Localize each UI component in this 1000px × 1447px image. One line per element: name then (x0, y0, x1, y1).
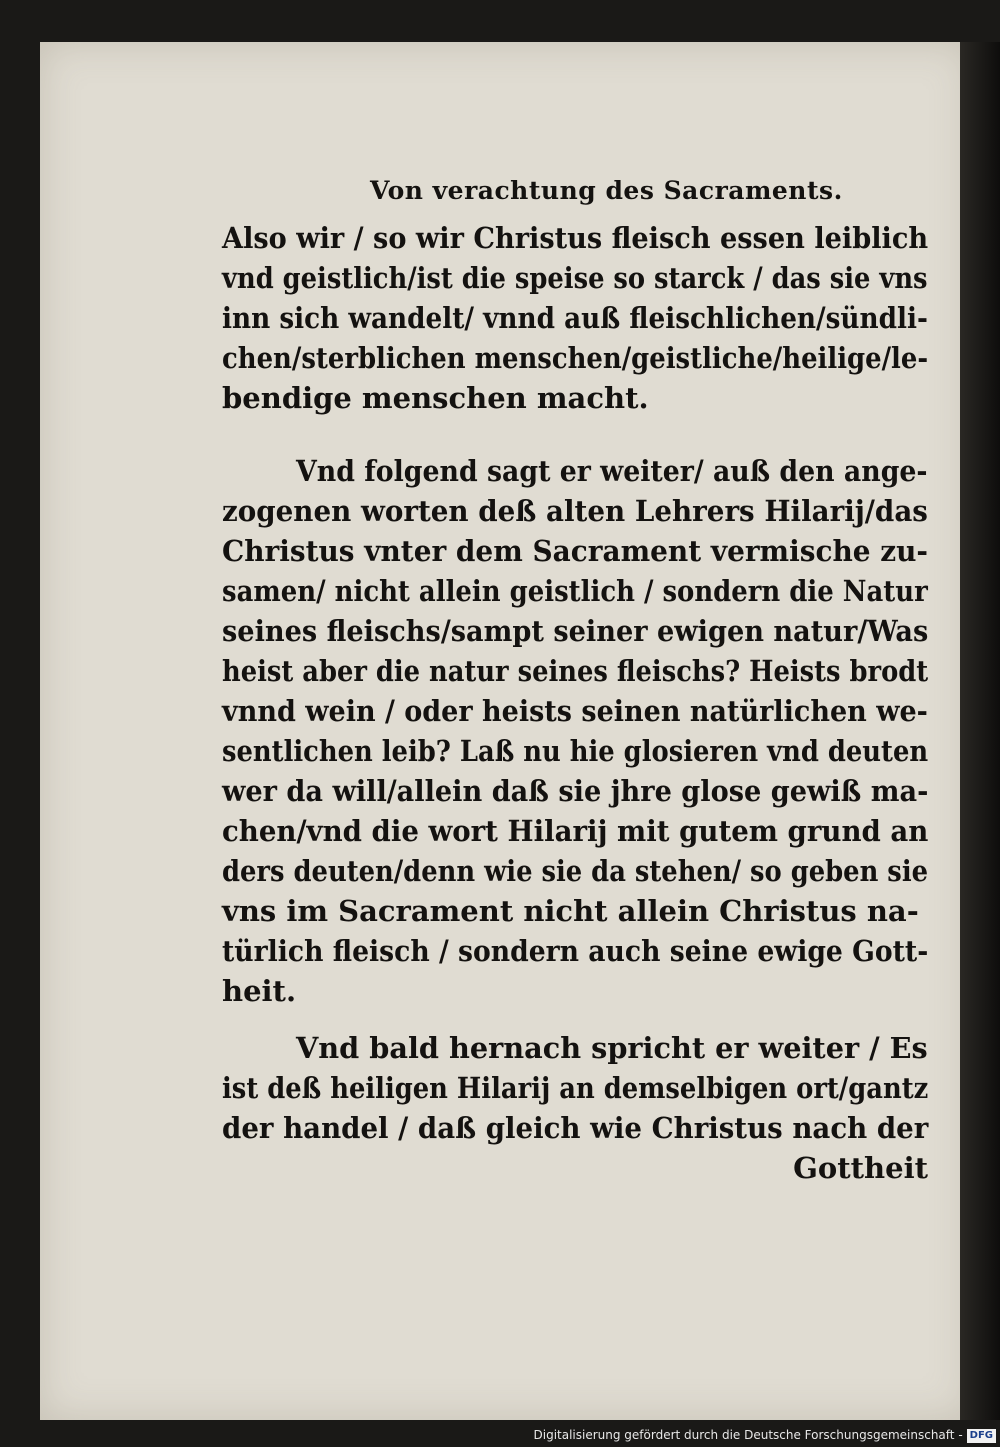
text-line: Vnd bald hernach spricht er weiter / Es (296, 1031, 928, 1065)
text-line: wer da will/allein daß sie jhre glose gewiß ma- (222, 774, 929, 808)
text-line: heit. (222, 974, 297, 1008)
paragraph-2 (222, 451, 928, 1011)
text-line: sentlichen leib? Laß nu hie glosieren vnd deuten (222, 734, 929, 768)
running-head: Von verachtung des Sacraments. (370, 176, 843, 205)
text-line: Vnd folgend sagt er weiter/ auß den ange- (296, 454, 928, 488)
text-line: seines fleischs/sampt seiner ewigen natur/Was (222, 614, 929, 648)
text-line: der handel / daß gleich wie Christus nach der (222, 1111, 929, 1145)
text-line: inn sich wandelt/ vnnd auß fleischlichen/sündli- (222, 301, 928, 335)
dfg-logo: DFG (967, 1429, 996, 1443)
text-line: vnd geistlich/ist die speise so starck / das sie vns (222, 261, 928, 295)
text-line: ist deß heiligen Hilarij an demselbigen ort/gantz (222, 1071, 929, 1105)
text-line: heist aber die natur seines fleischs? Heists brodt (222, 654, 929, 688)
paragraph-1 (222, 218, 928, 418)
text-line: türlich fleisch / sondern auch seine ewige Gott- (222, 934, 929, 968)
text-line: zogenen worten deß alten Lehrers Hilarij/das (222, 494, 928, 528)
footer-credit: Digitalisierung gefördert durch die Deutsche Forschungsgemeinschaft - (533, 1428, 963, 1442)
catchword: Gottheit (793, 1151, 928, 1185)
text-line: vnnd wein / oder heists seinen natürlichen we- (222, 694, 928, 728)
text-line: ders deuten/denn wie sie da stehen/ so geben sie (222, 854, 929, 888)
text-line: Christus vnter dem Sacrament vermische zu- (222, 534, 929, 568)
text-line: samen/ nicht allein geistlich / sondern die Natur (222, 574, 928, 608)
text-line: bendige menschen macht. (222, 381, 649, 415)
paragraph-3 (222, 1028, 928, 1188)
text-line: chen/vnd die wort Hilarij mit gutem grund an (222, 814, 929, 848)
text-line: vns im Sacrament nicht allein Christus na- (222, 894, 919, 928)
book-spine-shadow (960, 42, 1000, 1420)
text-line: Also wir / so wir Christus fleisch essen leiblich (222, 221, 929, 255)
digitization-footer (0, 1424, 996, 1447)
text-line: chen/sterblichen menschen/geistliche/heilige/le- (222, 341, 929, 375)
